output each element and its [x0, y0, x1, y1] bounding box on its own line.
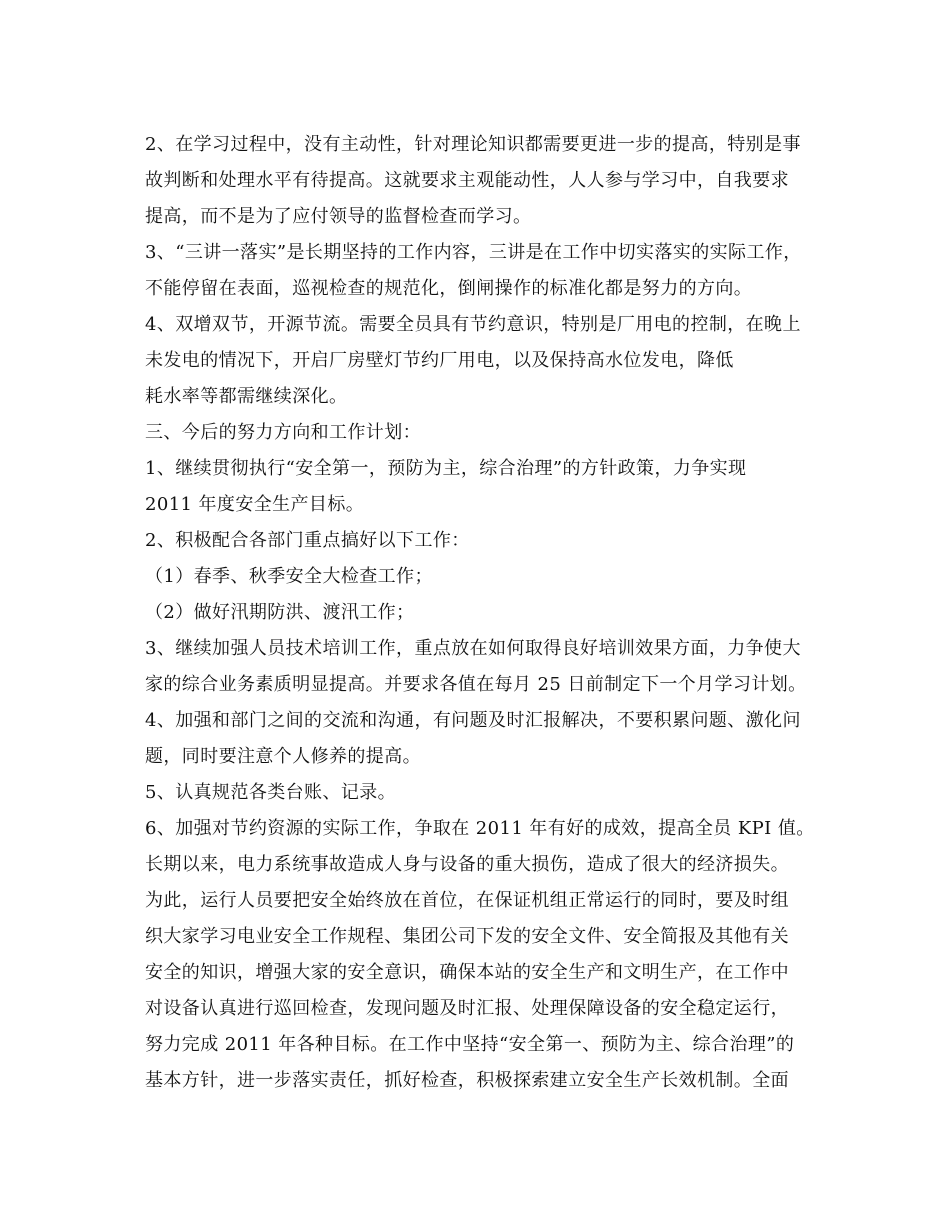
text-line: 3、“三讲一落实”是长期坚持的工作内容，三讲是在工作中切实落实的实际工作，: [145, 242, 802, 263]
text-line: 家的综合业务素质明显提高。并要求各值在每月 25 日前制定下一个月学习计划。: [145, 674, 807, 695]
text-line: 5、认真规范各类台账、记录。: [145, 782, 397, 803]
text-line: （1）春季、秋季安全大检查工作；: [145, 566, 433, 587]
text-line: （2）做好汛期防洪、渡汛工作；: [145, 602, 415, 623]
text-line: 提高，而不是为了应付领导的监督检查而学习。: [145, 206, 532, 227]
text-line: 长期以来，电力系统事故造成人身与设备的重大损伤，造成了很大的经济损失。: [145, 854, 789, 875]
text-line: 对设备认真进行巡回检查，发现问题及时汇报、处理保障设备的安全稳定运行，: [145, 998, 789, 1019]
text-line: 努力完成 2011 年各种目标。在工作中坚持“安全第一、预防为主、综合治理”的: [145, 1034, 795, 1055]
text-line: 4、双增双节，开源节流。需要全员具有节约意识，特别是厂用电的控制，在晚上: [145, 314, 801, 335]
text-line: 3、继续加强人员技术培训工作，重点放在如何取得良好培训效果方面，力争使大: [145, 638, 801, 659]
text-line: 2、在学习过程中，没有主动性，针对理论知识都需要更进一步的提高，特别是事: [145, 134, 801, 155]
text-line: 2、积极配合各部门重点搞好以下工作：: [145, 530, 470, 551]
text-line: 织大家学习电业安全工作规程、集团公司下发的安全文件、安全简报及其他有关: [145, 926, 789, 947]
document-body: [145, 127, 825, 1099]
text-line: 不能停留在表面，巡视检查的规范化，倒闸操作的标准化都是努力的方向。: [145, 278, 753, 299]
text-line: 6、加强对节约资源的实际工作，争取在 2011 年有好的成效，提高全员 KPI 值。: [145, 818, 815, 839]
text-line: 耗水率等都需继续深化。: [145, 386, 348, 407]
text-line: 安全的知识，增强大家的安全意识，确保本站的安全生产和文明生产，在工作中: [145, 962, 789, 983]
text-line: 故判断和处理水平有待提高。这就要求主观能动性，人人参与学习中，自我要求: [145, 170, 789, 191]
text-line: 题，同时要注意个人修养的提高。: [145, 746, 421, 767]
text-line: 1、继续贯彻执行“安全第一，预防为主，综合治理”的方针政策，力争实现: [145, 458, 747, 479]
section-heading: 三、今后的努力方向和工作计划：: [145, 422, 421, 443]
text-line: 2011 年度安全生产目标。: [145, 494, 365, 515]
text-line: 未发电的情况下，开启厂房壁灯节约厂用电，以及保持高水位发电，降低: [145, 350, 734, 371]
text-line: 4、加强和部门之间的交流和沟通，有问题及时汇报解决，不要积累问题、激化问: [145, 710, 801, 731]
text-line: 基本方针，进一步落实责任，抓好检查，积极探索建立安全生产长效机制。全面: [145, 1070, 789, 1091]
text-line: 为此，运行人员要把安全始终放在首位，在保证机组正常运行的同时，要及时组: [145, 890, 789, 911]
